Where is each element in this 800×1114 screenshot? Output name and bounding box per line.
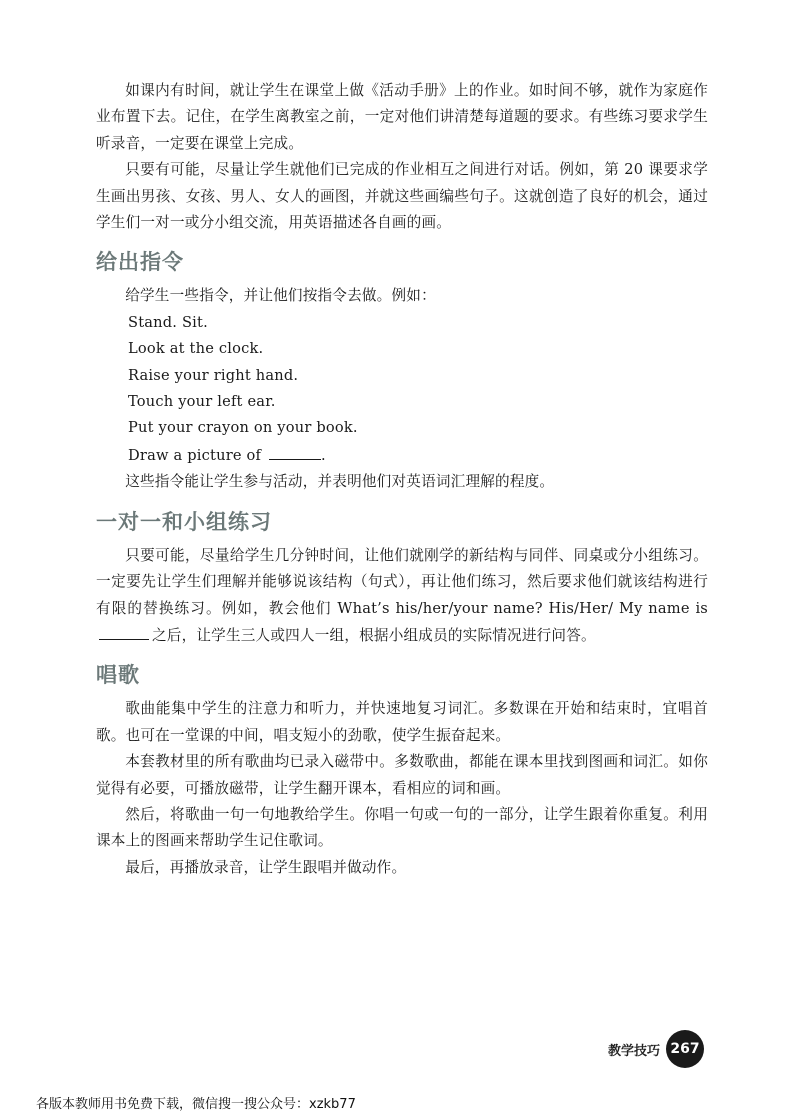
section-heading-songs: 唱歌: [96, 663, 140, 688]
pair-group-text-part2: 之后，让学生三人或四人一组，根据小组成员的实际情况进行问答。: [152, 626, 596, 644]
songs-paragraph-1: 歌曲能集中学生的注意力和听力，并快速地复习词汇。多数课在开始和结束时，宜唱首歌。也可在一堂课的中间，唱支短小的劲歌，使学生振奋起来。: [96, 700, 708, 744]
pair-group-text-part1: 只要可能，尽量给学生几分钟时间，让他们就刚学的新结构与同伴、同桌或分小组练习。一定要先让学生们理解并能够说该结构（句式），再让他们练习，然后要求他们就该结构进行有限的替换练习。例如，教会他们 What’s his/her/your name? His/Her/ My name is: [96, 546, 708, 617]
pair-group-paragraph: [96, 543, 708, 650]
instructions-intro: 给学生一些指令，并让他们按指令去做。例如：: [125, 287, 436, 305]
songs-paragraph-2: 本套教材里的所有歌曲均已录入磁带中。多数歌曲，都能在课本里找到图画和词汇。如你觉得有必要，可播放磁带，让学生翻开课本，看相应的词和画。: [96, 753, 708, 797]
intro-paragraph-2: 只要有可能，尽量让学生就他们已完成的作业相互之间进行对话。例如，第 20 课要求学生画出男孩、女孩、男人、女人的画图，并就这些画编些句子。这就创造了良好的机会，通过学生们一对一或分小组交流，用英语描述各自画的画。: [96, 161, 708, 232]
page-number-badge: 267: [666, 1030, 704, 1068]
section-heading-pair-group: 一对一和小组练习: [96, 509, 272, 534]
songs-paragraph-4: 最后，再播放录音，让学生跟唱并做动作。: [125, 858, 407, 876]
command-line: Stand. Sit.: [128, 313, 208, 331]
command-line: Look at the clock.: [128, 340, 264, 358]
intro-paragraph-1: 如课内有时间，就让学生在课堂上做《活动手册》上的作业。如时间不够，就作为家庭作业布置下去。记住，在学生离教室之前，一定对他们讲清楚每道题的要求。有些练习要求学生听录音，一定要在课堂上完成。: [96, 82, 708, 152]
songs-paragraph-3: 然后，将歌曲一句一句地教给学生。你唱一句或一句的一部分，让学生跟着你重复。利用课本上的图画来帮助学生记住歌词。: [96, 805, 708, 850]
download-watermark: 各版本教师用书免费下载，微信搜一搜公众号：xzkb77: [36, 1097, 356, 1112]
fill-blank: [99, 622, 149, 640]
command-line-draw: [96, 442, 708, 469]
command-line: Put your crayon on your book.: [128, 419, 358, 437]
draw-suffix: .: [320, 446, 326, 464]
draw-prefix: Draw a picture of: [128, 446, 262, 464]
command-line: Touch your left ear.: [128, 393, 276, 411]
page-footer: [608, 1030, 704, 1068]
instructions-conclusion: 这些指令能让学生参与活动，并表明他们对英语词汇理解的程度。: [125, 473, 555, 491]
command-line: Raise your right hand.: [128, 366, 299, 384]
footer-section-label: 教学技巧: [607, 1043, 660, 1059]
section-heading-instructions: 给出指令: [96, 250, 184, 275]
fill-blank: [269, 442, 321, 460]
page-content: [96, 78, 708, 881]
